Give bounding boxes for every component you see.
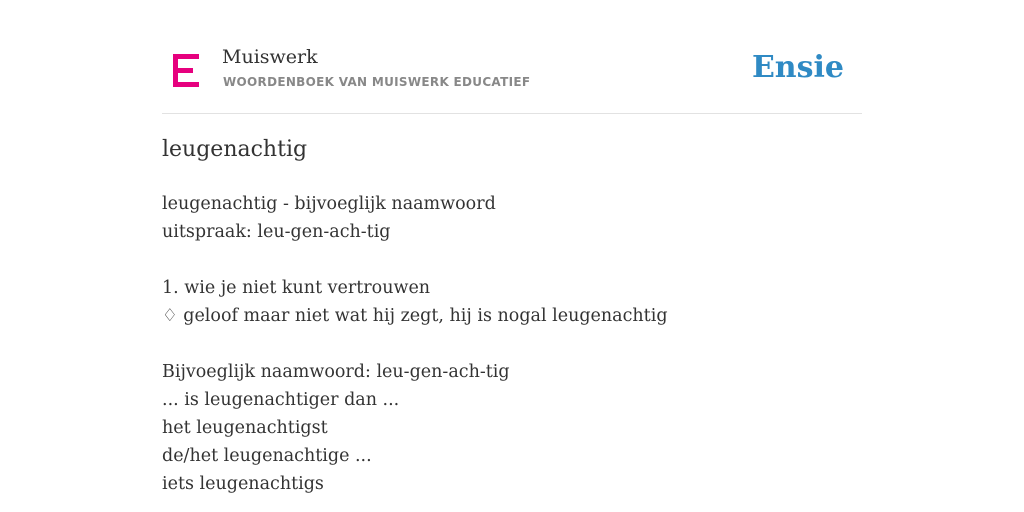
definition-line: uitspraak: leu-gen-ach-tig [162,222,391,242]
definition-line: de/het leugenachtige ... [162,446,372,466]
blank-line [162,246,862,274]
page-title: leugenachtig [162,137,308,162]
definition-line: iets leugenachtigs [162,474,324,494]
muiswerk-logo-icon[interactable] [173,54,199,88]
brand-name[interactable]: Muiswerk [222,46,318,68]
brand-subtitle: WOORDENBOEK VAN MUISWERK EDUCATIEF [223,75,531,89]
definition-line: ... is leugenachtiger dan ... [162,390,400,410]
definition-line: het leugenachtigst [162,418,328,438]
definition-line: ♢ geloof maar niet wat hij zegt, hij is nogal leugenachtig [162,306,668,326]
ensie-home-link[interactable]: Ensie [751,50,844,85]
definition-line: Bijvoeglijk naamwoord: leu-gen-ach-tig [162,362,510,382]
definition-body [162,190,862,498]
definition-line: 1. wie je niet kunt vertrouwen [162,278,431,298]
logo-bar-top [173,54,199,59]
logo-bar-middle [173,68,193,73]
logo-bar-bottom [173,82,199,87]
site-header [162,40,862,114]
blank-line [162,330,862,358]
definition-line: leugenachtig - bijvoeglijk naamwoord [162,194,496,214]
